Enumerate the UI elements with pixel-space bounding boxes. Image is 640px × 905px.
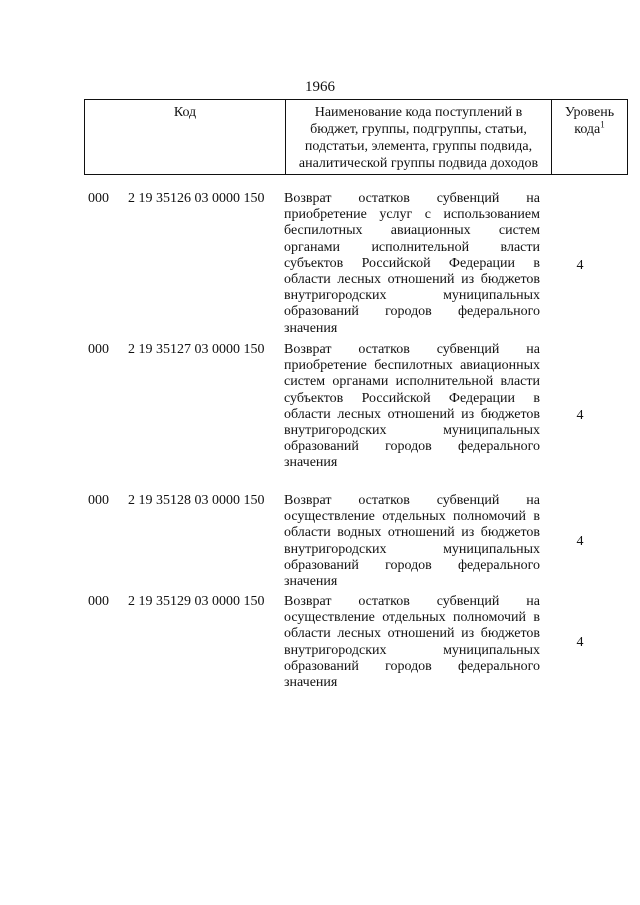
admin-code: 000	[88, 342, 109, 357]
table-header	[84, 99, 628, 175]
code-level: 4	[576, 408, 584, 423]
header-code: Код	[85, 100, 286, 175]
header-level	[552, 100, 628, 175]
header-level-footnote: 1	[600, 119, 605, 130]
header-row	[85, 100, 628, 175]
classification-code: 2 19 35128 03 0000 150	[128, 493, 265, 508]
page-number: 1966	[305, 79, 335, 95]
header-name: Наименование кода поступлений в бюджет, группы, подгруппы, статьи, подстатьи, элемента, группы подвида, аналитической группы подвида доходов	[286, 100, 552, 175]
classification-code: 2 19 35129 03 0000 150	[128, 594, 265, 609]
classification-code: 2 19 35126 03 0000 150	[128, 191, 265, 206]
code-level: 4	[576, 534, 584, 549]
income-name: Возврат остатков субвенций на осуществление отдельных полномочий в области лесных отношений из бюджетов внутригородских муниципальных образований городов федерального значения	[284, 594, 540, 691]
admin-code: 000	[88, 493, 109, 508]
admin-code: 000	[88, 594, 109, 609]
income-name: Возврат остатков субвенций на осуществление отдельных полномочий в области водных отношений из бюджетов внутригородских муниципальных образований городов федерального значения	[284, 493, 540, 590]
code-level: 4	[576, 635, 584, 650]
code-level: 4	[576, 258, 584, 273]
income-name: Возврат остатков субвенций на приобретение беспилотных авиационных систем органами исполнительной власти субъектов Российской Федерации в области лесных отношений из бюджетов внутригородских муниципальных образований городов федерального значения	[284, 342, 540, 471]
header-level-text: Уровень кода	[564, 105, 615, 137]
admin-code: 000	[88, 191, 109, 206]
income-name: Возврат остатков субвенций на приобретение услуг с использованием беспилотных авиационных систем органами исполнительной власти субъектов Российской Федерации в области лесных отношений из бюджетов внутригородских муниципальных образований городов федерального значения	[284, 191, 540, 336]
classification-code: 2 19 35127 03 0000 150	[128, 342, 265, 357]
